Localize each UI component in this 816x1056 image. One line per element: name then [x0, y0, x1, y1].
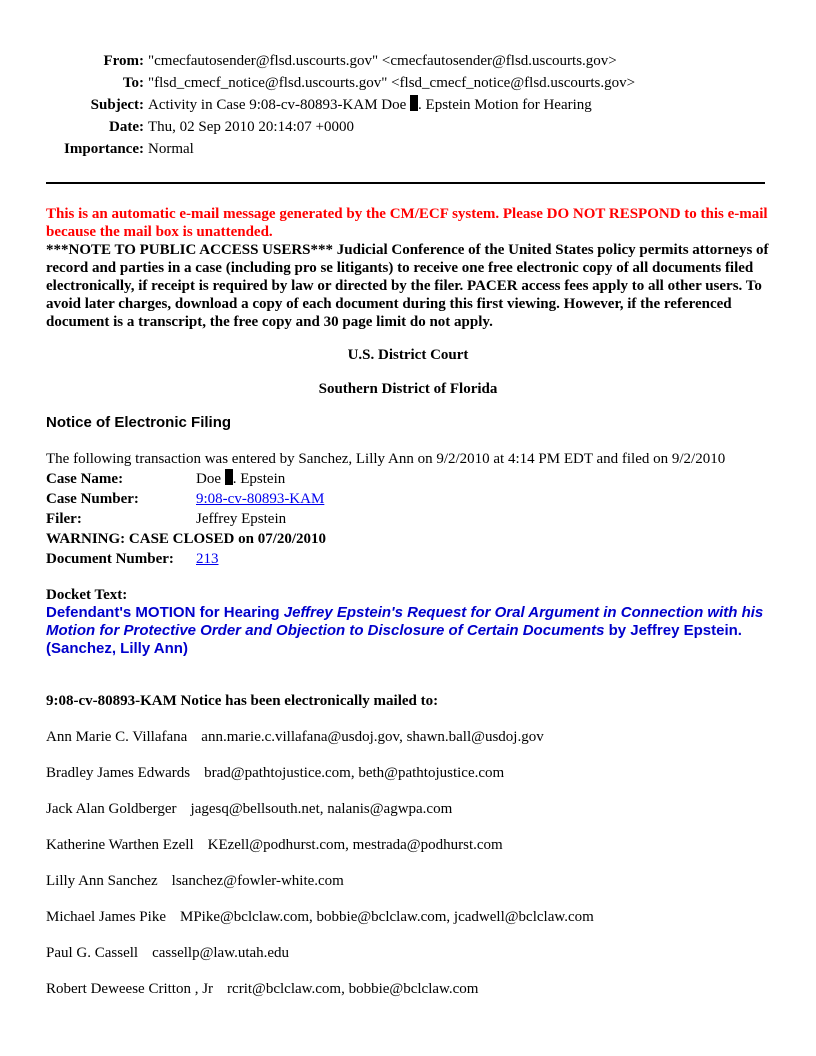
filer-label: Filer:: [46, 511, 82, 527]
docket-text-label: Docket Text:: [46, 587, 128, 603]
document-number-row: [46, 549, 326, 569]
importance-row: [46, 138, 635, 160]
header-divider: [46, 182, 765, 184]
recipient-row: [46, 945, 594, 981]
recipient-name: Paul G. Cassell: [46, 945, 139, 961]
court-name: U.S. District Court: [347, 347, 469, 363]
subject-row: [46, 94, 635, 116]
notice-title: Notice of Electronic Filing: [46, 414, 232, 431]
recipient-name: Michael James Pike: [46, 909, 166, 925]
document-number-label: Document Number:: [46, 551, 174, 567]
docket-motion: Defendant's MOTION for Hearing: [46, 604, 284, 621]
docket-description: Jeffrey Epstein's Request for Oral Argument in Connection with his Motion for Protective Order and Objection to Disclosure of Certain Documents: [46, 604, 764, 639]
recipient-emails: ann.marie.c.villafana@usdoj.gov, shawn.ball@usdoj.gov: [201, 729, 544, 745]
recipient-row: [46, 765, 594, 801]
to-label: To:: [122, 75, 144, 91]
document-number-link[interactable]: 213: [196, 551, 219, 567]
importance-value: Normal: [148, 141, 194, 157]
to-value: "flsd_cmecf_notice@flsd.uscourts.gov" <flsd_cmecf_notice@flsd.uscourts.gov>: [148, 75, 636, 91]
recipient-emails: cassellp@law.utah.edu: [152, 945, 290, 961]
recipient-emails: MPike@bclclaw.com, bobbie@bclclaw.com, jcadwell@bclclaw.com: [179, 909, 594, 925]
docket-text: [46, 604, 768, 658]
redaction-block: [410, 95, 418, 111]
recipient-emails: KEzell@podhurst.com, mestrada@podhurst.com: [207, 837, 503, 853]
recipient-emails: jagesq@bellsouth.net, nalanis@agwpa.com: [190, 801, 453, 817]
case-number-link[interactable]: 9:08-cv-80893-KAM: [196, 491, 325, 507]
recipient-name: Ann Marie C. Villafana: [46, 729, 188, 745]
case-info-table: [46, 469, 326, 569]
email-header: [46, 50, 635, 160]
case-name-start: Doe: [196, 471, 225, 487]
date-row: [46, 116, 635, 138]
recipient-list: [46, 729, 594, 1017]
recipient-row: [46, 801, 594, 837]
from-value: "cmecfautosender@flsd.uscourts.gov" <cmecfautosender@flsd.uscourts.gov>: [148, 53, 617, 69]
recipient-emails: brad@pathtojustice.com, beth@pathtojustice.com: [204, 765, 505, 781]
redaction-block: [225, 469, 233, 485]
importance-label: Importance:: [64, 141, 144, 157]
subject-value: [148, 94, 592, 116]
docket-filer: by Jeffrey Epstein. (Sanchez, Lilly Ann): [46, 622, 742, 657]
recipient-name: Jack Alan Goldberger: [46, 801, 177, 817]
case-number-label: Case Number:: [46, 491, 139, 507]
from-row: [46, 50, 635, 72]
subject-text-end: . Epstein Motion for Hearing: [418, 97, 592, 113]
case-name-row: [46, 469, 326, 489]
recipient-name: Katherine Warthen Ezell: [46, 837, 194, 853]
recipient-row: [46, 909, 594, 945]
subject-label: Subject:: [90, 97, 144, 113]
to-row: [46, 72, 635, 94]
recipient-row: [46, 729, 594, 765]
case-name-value: [196, 469, 285, 489]
case-name-label: Case Name:: [46, 471, 124, 487]
filer-row: [46, 509, 326, 529]
date-value: Thu, 02 Sep 2010 20:14:07 +0000: [148, 119, 354, 135]
date-label: Date:: [109, 119, 144, 135]
case-closed-warning: WARNING: CASE CLOSED on 07/20/2010: [46, 531, 327, 547]
recipient-emails: rcrit@bclclaw.com, bobbie@bclclaw.com: [227, 981, 479, 997]
transaction-text: The following transaction was entered by Sanchez, Lilly Ann on 9/2/2010 at 4:14 PM EDT and filed on 9/2/2010: [46, 451, 726, 467]
recipient-row: [46, 873, 594, 909]
recipient-emails: lsanchez@fowler-white.com: [171, 873, 344, 889]
recipient-name: Robert Deweese Critton , Jr: [46, 981, 214, 997]
mailed-to-heading: 9:08-cv-80893-KAM Notice has been electronically mailed to:: [46, 693, 439, 709]
auto-message-warning: This is an automatic e-mail message generated by the CM/ECF system. Please DO NOT RESPOND to this e-mail because the mail box is unattended.: [46, 206, 768, 240]
filer-value: Jeffrey Epstein: [196, 511, 287, 527]
recipient-row: [46, 837, 594, 873]
recipient-name: Lilly Ann Sanchez: [46, 873, 158, 889]
recipient-name: Bradley James Edwards: [46, 765, 191, 781]
subject-text-start: Activity in Case 9:08-cv-80893-KAM Doe: [148, 97, 411, 113]
case-name-end: . Epstein: [232, 471, 286, 487]
recipient-row: [46, 981, 594, 1017]
from-label: From:: [103, 53, 144, 69]
case-number-row: [46, 489, 326, 509]
court-district: Southern District of Florida: [318, 381, 498, 397]
public-access-note: ***NOTE TO PUBLIC ACCESS USERS*** Judicial Conference of the United States policy permits attorneys of record and parties in a case (including pro se litigants) to receive one free electronic copy of all documents filed electronically, if receipt is required by law or directed by the filer. PACER access fees apply to all other users. To avoid later charges, download a copy of each document during this first viewing. However, if the referenced document is a transcript, the free copy and 30 page limit do not apply.: [46, 242, 769, 330]
